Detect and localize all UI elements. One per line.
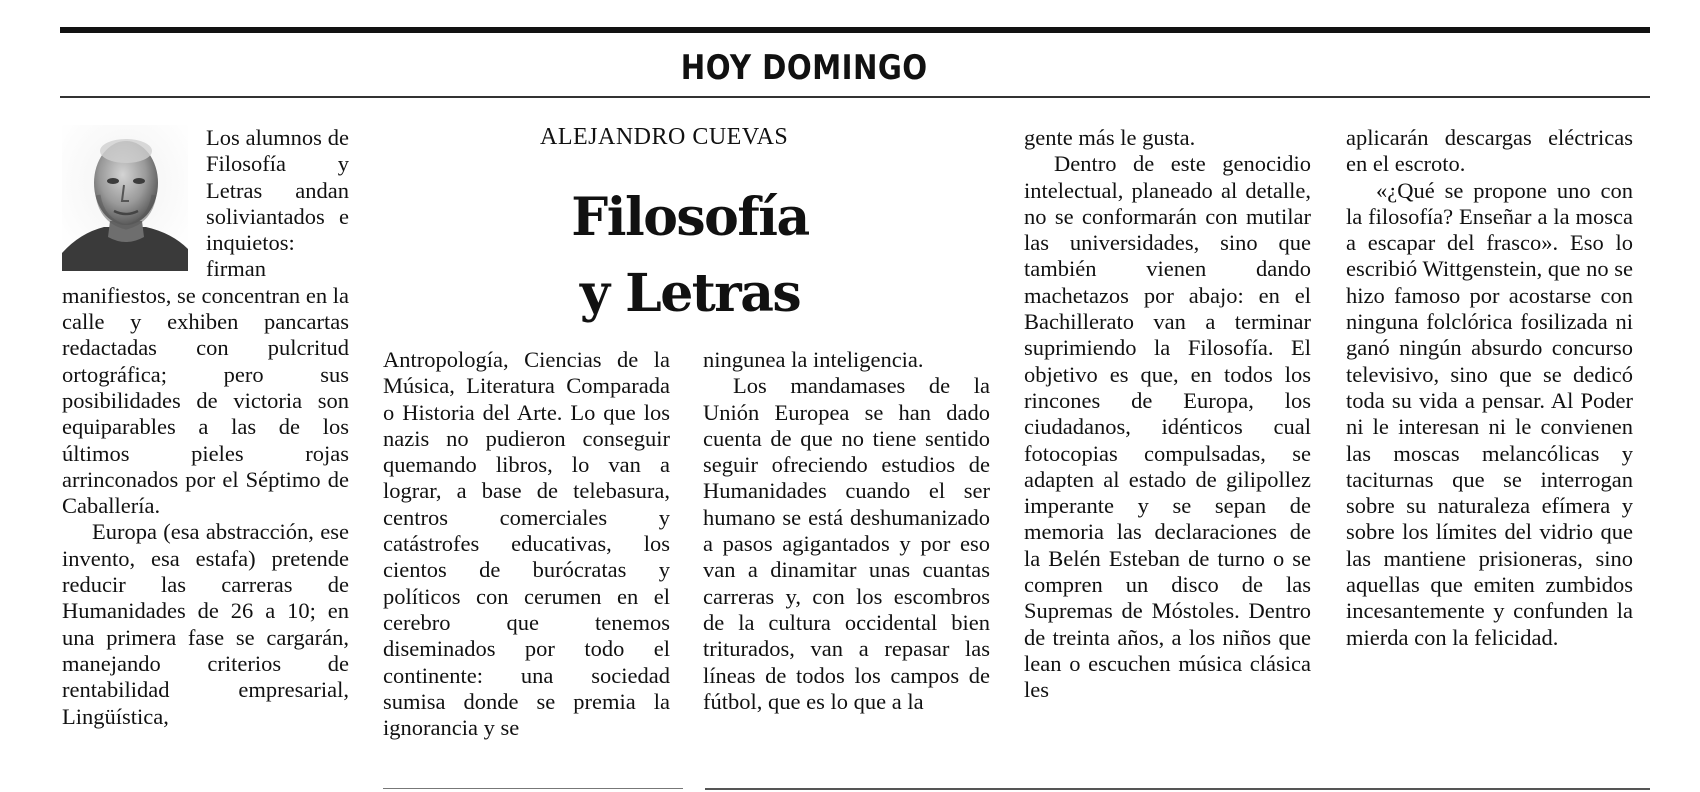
paragraph: «¿Qué se propone uno con la filosofía? Enseñar a la mosca a escapar del frasco». Eso lo escribió Wittgenstein, que no se hizo famoso por acostarse con ninguna folclórica fosilizada ni ganó ningún absurdo concurso televisivo, sino que se dedicó toda su vida a pensar. Al Poder ni le interesan ni le convienen las moscas melancólicas y taciturnas que se interrogan sobre su naturaleza efímera y sobre los límites del vidrio que las mantiene prisioneras, sino aquellas que emiten zumbidos incesantemente y confunden la mierda con la felicidad.	[1346, 177, 1633, 650]
article-column-4	[1024, 125, 1311, 704]
section-rule	[60, 96, 1650, 98]
paragraph: Antropología, Ciencias de la Música, Literatura Comparada o Historia del Arte. Lo que los nazis no pudieron conseguir quemando libros, lo van a lograr, a base de telebasura, centros comerciales y catástrofes educativas, los cientos de burócratas y políticos con cerumen en el cerebro que tenemos diseminados por todo el continente: una sociedad sumisa donde se premia la ignorancia y se	[383, 347, 670, 741]
top-rule	[60, 27, 1650, 33]
headline	[530, 180, 850, 332]
paragraph: Europa (esa abstracción, ese invento, esa estafa) pretende reducir las carreras de Humanidades de 26 a 10; en una primera fase se cargarán, manejando criterios de rentabilidad empresarial, Lingüística,	[62, 519, 349, 729]
byline: ALEJANDRO CUEVAS	[540, 124, 789, 150]
headline-line: y Letras	[579, 263, 801, 324]
section-title: HOY DOMINGO	[680, 48, 928, 88]
bottom-rule	[705, 788, 1650, 790]
author-portrait	[62, 125, 188, 271]
paragraph: gente más le gusta.	[1024, 125, 1196, 150]
article-column-3	[703, 347, 990, 715]
article-column-2	[383, 347, 670, 741]
paragraph: aplicarán descargas eléctricas en el escroto.	[1346, 125, 1633, 177]
bottom-rule	[383, 788, 683, 789]
article-column-1	[62, 125, 349, 730]
paragraph: Dentro de este genocidio intelectual, planeado al detalle, no se conformarán con mutilar las universidades, sino que también vienen dando machetazos por abajo: en el Bachillerato van a terminar suprimiendo la Filosofía. El objetivo es que, en todos los rincones de Europa, los ciudadanos, idénticos cual fotocopias compulsadas, se adapten al estado de gilipollez imperante y se sepan de memoria las declaraciones de la Belén Esteban de turno o se compren un disco de las Supremas de Móstoles. Dentro de treinta años, a los niños que lean o escuchen música clásica les	[1024, 151, 1311, 703]
headline-line: Filosofía	[571, 187, 809, 248]
paragraph: Los alumnos de Filosofía y Letras andan soliviantados e inquietos: firman manifiestos, se concentran en la calle y exhiben pancartas redactadas con pulcritud ortográfica; pero sus posibilidades de victoria son equiparables a las de los últimos pieles rojas arrinconados por el Séptimo de Caballería.	[62, 125, 349, 519]
paragraph: Los mandamases de la Unión Europea se han dado cuenta de que no tiene sentido seguir ofreciendo estudios de Humanidades cuando el ser humano se está deshumanizado a pasos agigantados y por eso van a dinamitar unas cuantas carreras y, con los escombros de la cultura occidental bien triturados, van a repasar las líneas de todos los campos de fútbol, que es lo que a la	[703, 373, 990, 714]
paragraph: ningunea la inteligencia.	[703, 347, 924, 372]
article-column-5	[1346, 125, 1633, 651]
